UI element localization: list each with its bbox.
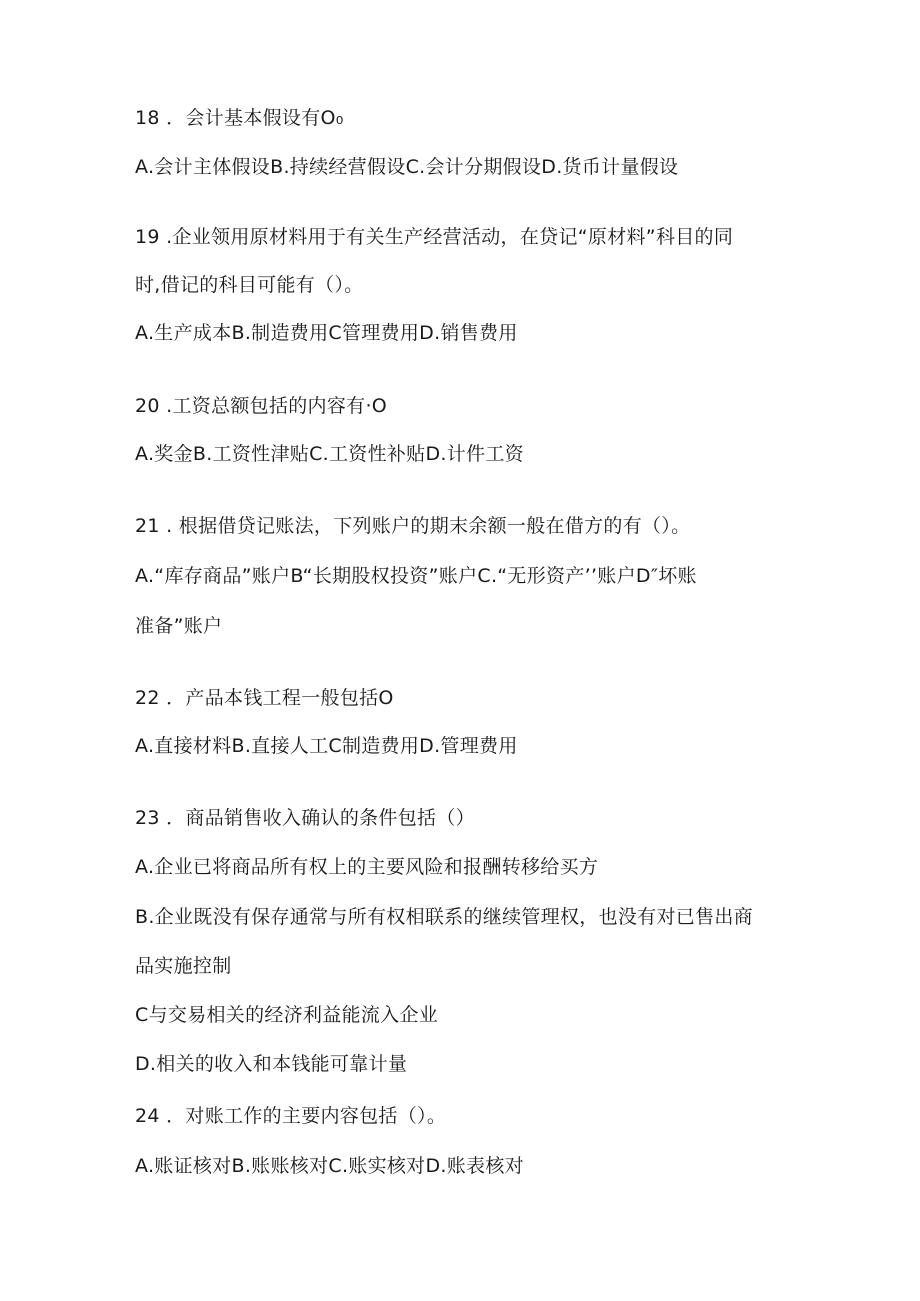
question-21-options: A.“库存商品”账户B“长期股权投资”账户C.“无形资产’’账户D″坏账 (135, 565, 697, 587)
question-23-option-b: B.企业既没有保存通常与所有权相联系的继续管理权，也没有对已售出商 (135, 906, 753, 928)
question-19-title-cont: 时,借记的科目可能有（）。 (135, 274, 364, 296)
question-24-title: 24 ．对账工作的主要内容包括（）。 (135, 1105, 447, 1127)
question-23-option-d: D.相关的收入和本钱能可靠计量 (135, 1053, 408, 1075)
question-19-title: 19 .企业领用原材料用于有关生产经营活动，在贷记“原材料”科目的同 (135, 226, 734, 248)
question-18-title: 18 ．会计基本假设有O₀ (135, 107, 344, 129)
question-21-options-cont: 准备”账户 (135, 615, 223, 637)
question-22-title: 22 ．产品本钱工程一般包括O (135, 687, 394, 709)
question-19-options: A.生产成本B.制造费用C管理费用D.销售费用 (135, 322, 518, 344)
question-20-title: 20 .工资总额包括的内容有·O (135, 395, 388, 417)
question-20-options: A.奖金B.工资性津贴C.工资性补贴D.计件工资 (135, 443, 524, 465)
question-21-title: 21 . 根据借贷记账法，下列账户的期末余额一般在借方的有（）。 (135, 515, 691, 537)
question-23-option-a: A.企业已将商品所有权上的主要风险和报酬转移给买方 (135, 856, 599, 878)
question-23-option-c: C与交易相关的经济利益能流入企业 (135, 1004, 439, 1026)
question-24-options: A.账证核对B.账账核对C.账实核对D.账表核对 (135, 1155, 524, 1177)
question-23-option-b-cont: 品实施控制 (135, 955, 232, 977)
question-18-options: A.会计主体假设B.持续经营假设C.会计分期假设D.货币计量假设 (135, 156, 679, 178)
question-23-title: 23 ．商品销售收入确认的条件包括（） (135, 807, 475, 829)
question-22-options: A.直接材料B.直接人工C制造费用D.管理费用 (135, 735, 518, 757)
